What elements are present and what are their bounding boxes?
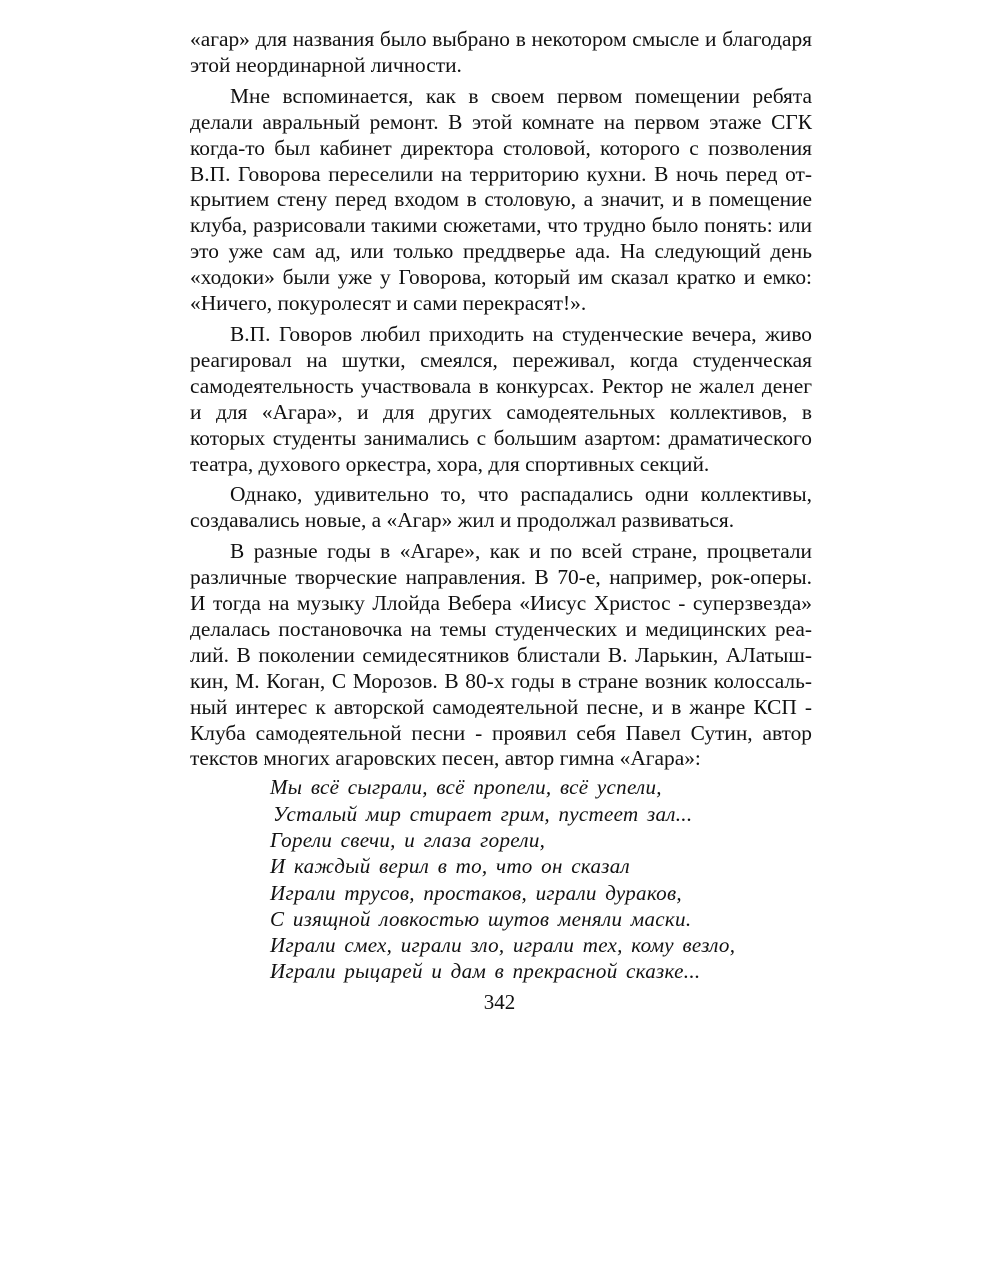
- poem-line: Играли рыцарей и дам в прекрасной сказке...: [270, 959, 701, 984]
- poem-line: Играли смех, играли зло, играли тех, кому везло,: [270, 933, 736, 958]
- page-body: [190, 27, 812, 985]
- paragraph-agar-name: «агар» для названия было выбрано в некотором смысле и благодаря этой неординарной личности.: [190, 27, 812, 77]
- poem-line: С изящной ловкостью шутов меняли маски.: [270, 906, 692, 931]
- page-number: 342: [483, 990, 516, 1014]
- poem-line: Мы всё сыграли, всё пропели, всё успели,: [270, 775, 662, 800]
- paragraph-creative-directions: В разные годы в «Агаре», как и по всей стране, процветали различные творческие направления. В 70-е, например, рок-оперы. И тогда на музыку Ллойда Вебера «Иисус Христос - суперзвезда» делалась постановочка на темы студенческих и медицинских реалий. В поколении семидесятников блистали В. Ларькин, АЛатышкин, М. Коган, С Морозов. В 80-х годы в стране возник колоссальный интерес к авторской самодеятельной песне, и в жанре КСП - Клуба самодеятельной песни - проявил себя Павел Сутин, автор текстов многих агаровских песен, автор гимна «Агара»:: [190, 539, 812, 771]
- paragraph-collectives: Однако, удивительно то, что распадались одни коллективы, создавались новые, а «Агар» жил и продолжал развиваться.: [190, 482, 812, 533]
- poem-line: Усталый мир стирает грим, пустеет зал...: [273, 801, 693, 826]
- poem-line: И каждый верил в то, что он сказал: [270, 854, 630, 879]
- poem-line: Горели свечи, и глаза горели,: [270, 827, 546, 852]
- paragraph-govorov-evenings: В.П. Говоров любил приходить на студенческие вечера, живо реагировал на шутки, смеялся, переживал, когда студенческая самодеятельность участвовала в конкурсах. Ректор не жалел денег и для «Агара», и для других самодеятельных коллективов, в которых студенты занимались с большим азартом: драматического театра, духового оркестра, хора, для спортивных секций.: [190, 321, 812, 476]
- poem-line: Играли трусов, простаков, играли дураков,: [270, 880, 682, 905]
- paragraph-renovation: Мне вспоминается, как в своем первом помещении ребята делали авральный ремонт. В этой комнате на первом этаже СГК когда-то был кабинет директора столовой, которого с позволения В.П. Говорова переселили на территорию кухни. В ночь перед открытием стену перед входом в столовую, а значит, и в помещение клуба, разрисовали такими сюжетами, что трудно было понять: или это уже сам ад, или только преддверье ада. На следующий день «ходоки» были уже у Говорова, который им сказал кратко и емко: «Ничего, покуролесят и сами перекрасят!».: [190, 83, 812, 316]
- anthem-poem: [190, 774, 812, 984]
